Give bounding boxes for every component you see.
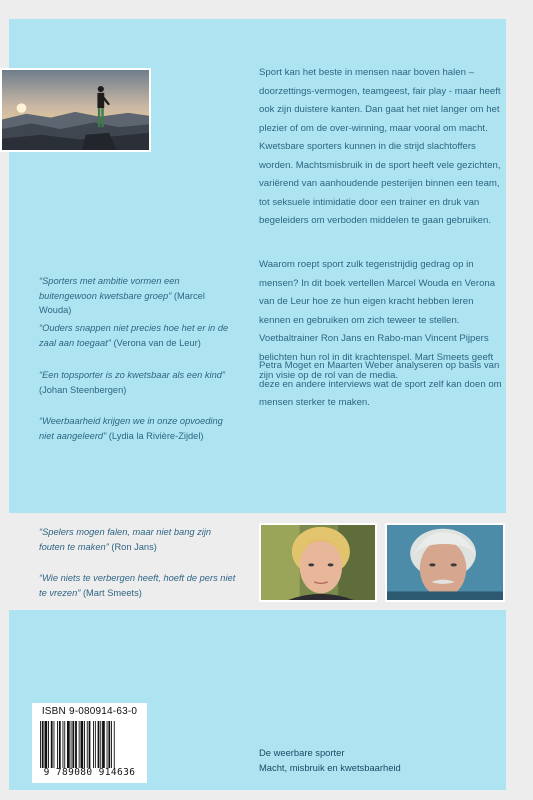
intro-paragraph-2: Waarom roept sport zulk tegenstrijdig gedrag op in mensen? In dit boek vertellen Marcel Wouda en Verona van de Leur hoe ze hun eigen kracht hebben leren kennen en gebruiken om zich teweer te stellen. Voetbaltrainer Ron Jans en Rabo-man Vincent Pijpers belichten hun rol in dit krachtenspel. Mart Smeets geeft zijn visie op de rol van de media. — [259, 259, 496, 381]
quote-author: (Ron Jans) — [111, 541, 157, 552]
book-title-block — [259, 746, 479, 775]
isbn-label: ISBN 9-080914-63-0 — [41, 706, 138, 717]
woman-portrait-photo — [259, 523, 377, 602]
quote-author: (Marcel Wouda) — [39, 290, 205, 315]
book-title: De weerbare sporter — [259, 747, 345, 758]
quote-text: “Wie niets te verbergen heeft, hoeft de pers niet te vrezen” — [39, 573, 236, 598]
quote-marcel-wouda — [39, 274, 229, 318]
quote-author: (Johan Steenbergen) — [39, 384, 127, 395]
intro-paragraph-1: Sport kan het beste in mensen naar boven halen – doorzettings-vermogen, teamgeest, fair play - maar heeft ook zijn duistere kanten. Dan gaat het niet langer om het plezier of om de over-winning, maar vooral om macht. Kwetsbare sporters kunnen in die strijd slachtoffers worden. Machtsmisbruik in de sport heeft vele gezichten, variërend van aanhoudende pesterijen binnen een team, tot seksuele intimidatie door een trainer en druk van begeleiders om verboden middelen te gaan gebruiken. — [259, 67, 501, 226]
quote-text: “Een topsporter is zo kwetsbaar als een kind” — [39, 370, 226, 380]
quote-text: “Spelers mogen falen, maar niet bang zijn fouten te maken” — [39, 527, 212, 552]
quote-author: (Mart Smeets) — [82, 587, 142, 598]
man-portrait-photo — [385, 523, 505, 602]
quote-mart-smeets — [39, 571, 239, 600]
mountain-sunset-photo — [0, 68, 151, 152]
quote-author: (Lydia la Rivière-Zijdel) — [108, 430, 204, 441]
barcode-bars — [40, 721, 140, 768]
barcode-number: 9 789080 914636 — [43, 767, 136, 778]
quote-author: (Verona van de Leur) — [113, 337, 201, 348]
quote-text: “Sporters met ambitie vormen een buitengewoon kwetsbare groep” — [39, 276, 180, 301]
quote-verona-van-de-leur — [39, 321, 229, 350]
quote-text: “Ouders snappen niet precies hoe het er in de zaal aan toegaat” — [39, 323, 229, 348]
book-subtitle: Macht, misbruik en kwetsbaarheid — [259, 761, 401, 773]
quote-lydia-la-riviere-zijdel — [39, 414, 229, 443]
quote-text: “Weerbaarheid krijgen we in onze opvoeding niet aangeleerd” — [39, 416, 223, 441]
quote-ron-jans — [39, 525, 239, 554]
quote-johan-steenbergen — [39, 368, 229, 397]
intro-paragraph-3: Petra Moget en Maarten Weber analyseren op basis van deze en andere interviews wat de sport zelf kan doen om mensen sterker te maken. — [259, 360, 502, 408]
isbn-barcode — [32, 703, 147, 783]
